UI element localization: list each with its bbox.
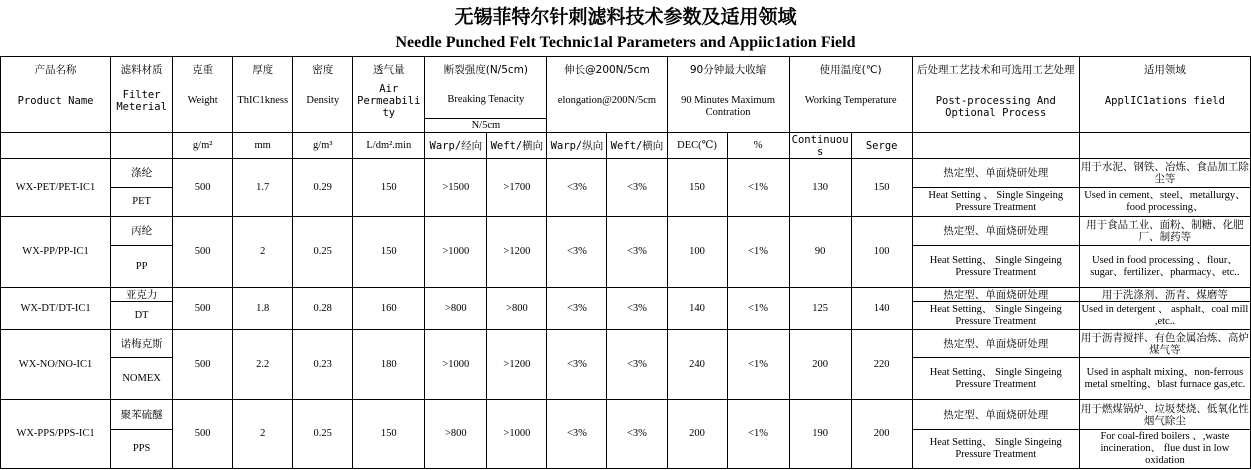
- material-cn: 涤纶: [111, 159, 173, 188]
- density-value: 0.29: [293, 159, 353, 217]
- density-value: 0.28: [293, 288, 353, 330]
- weight-value: 500: [173, 159, 233, 217]
- header-app-en: ApplIC1ations field: [1079, 83, 1250, 119]
- header-shrink-dec: DEC(℃): [667, 133, 727, 159]
- header-break-en: Breaking Tenacity: [425, 83, 547, 119]
- post-en: Heat Setting、 Single Singeing Pressure Treatment: [912, 302, 1079, 330]
- app-en: Used in food processing 、flour、sugar、fertilizer、pharmacy、etc..: [1079, 246, 1250, 288]
- air-value: 150: [353, 217, 425, 288]
- material-cn: 亚克力: [111, 288, 173, 302]
- units-material-blank: [111, 133, 173, 159]
- shrink-pct-value: <1%: [727, 217, 789, 288]
- shrink-pct-value: <1%: [727, 159, 789, 217]
- units-app-blank: [1079, 133, 1250, 159]
- post-cn: 热定型、单面烧研处理: [912, 330, 1079, 358]
- header-density-cn: 密度: [293, 57, 353, 83]
- break-warp-value: >1000: [425, 330, 487, 400]
- post-cn: 热定型、单面烧研处理: [912, 288, 1079, 302]
- break-warp-value: >1500: [425, 159, 487, 217]
- air-value: 180: [353, 330, 425, 400]
- shrink-pct-value: <1%: [727, 400, 789, 469]
- header-temp-surge: Serge: [851, 133, 912, 159]
- break-weft-value: >1200: [487, 330, 547, 400]
- header-density-en: Density: [293, 83, 353, 119]
- material-en: PET: [111, 188, 173, 217]
- elong-weft-value: <3%: [607, 400, 667, 469]
- material-en: NOMEX: [111, 358, 173, 400]
- thickness-value: 2: [233, 217, 293, 288]
- post-en: Heat Setting 、 Single Singeing Pressure Treatment: [912, 188, 1079, 217]
- post-cn: 热定型、单面烧研处理: [912, 400, 1079, 430]
- header-material-cn: 滤料材质: [111, 57, 173, 83]
- table-row: [1, 217, 1251, 246]
- thickness-value: 2: [233, 400, 293, 469]
- temp-cont-value: 125: [789, 288, 851, 330]
- weight-value: 500: [173, 217, 233, 288]
- header-shrink-pct: %: [727, 133, 789, 159]
- shrink-pct-value: <1%: [727, 288, 789, 330]
- header-app-cn: 适用领域: [1079, 57, 1250, 83]
- header-temp-blank: [789, 119, 912, 133]
- table-row: [1, 288, 1251, 302]
- header-elong-warp: Warp/纵向: [547, 133, 607, 159]
- header-thickness-blank: [233, 119, 293, 133]
- table-row: [1, 400, 1251, 430]
- shrink-dec-value: 140: [667, 288, 727, 330]
- units-product-blank: [1, 133, 111, 159]
- post-en: Heat Setting、 Single Singeing Pressure Treatment: [912, 246, 1079, 288]
- thickness-value: 2.2: [233, 330, 293, 400]
- header-product-blank: [1, 119, 111, 133]
- break-warp-value: >800: [425, 288, 487, 330]
- header-temp-en: Working Temperature: [789, 83, 912, 119]
- break-weft-value: >1700: [487, 159, 547, 217]
- header-shrink-en: 90 Minutes Maximum Contration: [667, 83, 789, 133]
- header-elong-en: elongation@200N/5cm: [547, 83, 667, 119]
- shrink-dec-value: 200: [667, 400, 727, 469]
- header-thickness-en: ThIC1kness: [233, 83, 293, 119]
- temp-cont-value: 130: [789, 159, 851, 217]
- post-cn: 热定型、单面烧研处理: [912, 217, 1079, 246]
- header-thickness-unit: mm: [233, 133, 293, 159]
- header-app-blank: [1079, 119, 1250, 133]
- weight-value: 500: [173, 288, 233, 330]
- air-value: 160: [353, 288, 425, 330]
- product-name: WX-PP/PP-IC1: [1, 217, 111, 288]
- break-warp-value: >800: [425, 400, 487, 469]
- material-cn: 聚苯硫醚: [111, 400, 173, 430]
- header-row-en: [1, 83, 1251, 119]
- elong-weft-value: <3%: [607, 159, 667, 217]
- header-row-units: [1, 133, 1251, 159]
- header-break-weft: Weft/横向: [487, 133, 547, 159]
- header-air-en: Air Permeability: [353, 83, 425, 119]
- post-en: Heat Setting、 Single Singeing Pressure Treatment: [912, 358, 1079, 400]
- app-en: Used in cement、steel、metallurgy、food processing、: [1079, 188, 1250, 217]
- elong-weft-value: <3%: [607, 217, 667, 288]
- air-value: 150: [353, 159, 425, 217]
- elong-warp-value: <3%: [547, 288, 607, 330]
- app-cn: 用于食品工业、面粉、制糖、化肥厂、制药等: [1079, 217, 1250, 246]
- thickness-value: 1.8: [233, 288, 293, 330]
- material-cn: 诺梅克斯: [111, 330, 173, 358]
- shrink-dec-value: 100: [667, 217, 727, 288]
- temp-cont-value: 190: [789, 400, 851, 469]
- thickness-value: 1.7: [233, 159, 293, 217]
- table-row: [1, 330, 1251, 358]
- density-value: 0.23: [293, 330, 353, 400]
- header-weight-unit: g/m²: [173, 133, 233, 159]
- title-english: Needle Punched Felt Technic1al Parameters and Appiic1ation Field: [395, 34, 856, 51]
- elong-warp-value: <3%: [547, 330, 607, 400]
- header-product-cn: 产品名称: [1, 57, 111, 83]
- temp-surge-value: 140: [851, 288, 912, 330]
- app-en: For coal-fired boilers 、,waste incineration、 flue dust in low oxidation: [1079, 430, 1250, 469]
- header-break-unit: N/5cm: [425, 119, 547, 133]
- header-air-cn: 透气量: [353, 57, 425, 83]
- product-name: WX-PET/PET-IC1: [1, 159, 111, 217]
- post-cn: 热定型、单面烧研处理: [912, 159, 1079, 188]
- units-post-blank: [912, 133, 1079, 159]
- header-temp-cn: 使用温度(℃): [789, 57, 912, 83]
- break-weft-value: >800: [487, 288, 547, 330]
- material-en: PPS: [111, 430, 173, 469]
- weight-value: 500: [173, 400, 233, 469]
- product-name: WX-NO/NO-IC1: [1, 330, 111, 400]
- header-density-unit: g/m³: [293, 133, 353, 159]
- temp-cont-value: 200: [789, 330, 851, 400]
- header-weight-blank: [173, 119, 233, 133]
- material-cn: 丙纶: [111, 217, 173, 246]
- break-weft-value: >1200: [487, 217, 547, 288]
- header-product-en: Product Name: [1, 83, 111, 119]
- header-thickness-cn: 厚度: [233, 57, 293, 83]
- app-en: Used in detergent 、 asphalt、coal mill ,etc..: [1079, 302, 1250, 330]
- shrink-dec-value: 150: [667, 159, 727, 217]
- temp-surge-value: 220: [851, 330, 912, 400]
- temp-cont-value: 90: [789, 217, 851, 288]
- elong-weft-value: <3%: [607, 288, 667, 330]
- title-chinese: 无锡菲特尔针刺滤料技术参数及适用领域: [454, 6, 797, 28]
- header-post-en: Post-processing And Optional Process: [912, 83, 1079, 133]
- app-cn: 用于沥青搅拌、有色金属冶炼、高炉煤气等: [1080, 331, 1249, 356]
- shrink-pct-value: <1%: [727, 330, 789, 400]
- air-value: 150: [353, 400, 425, 469]
- parameters-table: [0, 56, 1251, 469]
- elong-warp-value: <3%: [547, 400, 607, 469]
- weight-value: 500: [173, 330, 233, 400]
- header-density-blank: [293, 119, 353, 133]
- header-elong-blank: [547, 119, 667, 133]
- product-name: WX-DT/DT-IC1: [1, 288, 111, 330]
- header-shrink-cn: 90分钟最大收缩: [667, 57, 789, 83]
- shrink-dec-value: 240: [667, 330, 727, 400]
- header-elong-weft: Weft/横向: [607, 133, 667, 159]
- app-cn: 用于水泥、钢铁、冶炼、食品加工除尘等: [1079, 159, 1250, 188]
- header-break-warp: Warp/经向: [425, 133, 487, 159]
- break-weft-value: >1000: [487, 400, 547, 469]
- material-en: DT: [111, 302, 173, 330]
- temp-surge-value: 200: [851, 400, 912, 469]
- elong-weft-value: <3%: [607, 330, 667, 400]
- density-value: 0.25: [293, 217, 353, 288]
- product-name: WX-PPS/PPS-IC1: [1, 400, 111, 469]
- app-cn: 用于燃煤锅炉、垃圾焚烧、低氧化性烟气除尘: [1079, 400, 1250, 430]
- header-temp-cont: Continuous: [789, 133, 851, 159]
- density-value: 0.25: [293, 400, 353, 469]
- temp-surge-value: 150: [851, 159, 912, 217]
- break-warp-value: >1000: [425, 217, 487, 288]
- table-row: [1, 159, 1251, 188]
- material-en: PP: [111, 246, 173, 288]
- header-break-cn: 断裂强度(N/5cm): [425, 57, 547, 83]
- post-en: Heat Setting、 Single Singeing Pressure Treatment: [912, 430, 1079, 469]
- header-weight-cn: 克重: [173, 57, 233, 83]
- header-material-en: Filter Meterial: [111, 83, 173, 119]
- header-row-cn: [1, 57, 1251, 83]
- header-weight-en: Weight: [173, 83, 233, 119]
- elong-warp-value: <3%: [547, 159, 607, 217]
- header-air-blank: [353, 119, 425, 133]
- temp-surge-value: 100: [851, 217, 912, 288]
- app-en: Used in asphalt mixing、non-ferrous metal smelting、blast furnace gas,etc.: [1079, 358, 1250, 400]
- header-material-blank: [111, 119, 173, 133]
- header-air-unit: L/dm².min: [353, 133, 425, 159]
- elong-warp-value: <3%: [547, 217, 607, 288]
- header-post-cn: 后处理工艺技术和可选用工艺处理: [912, 57, 1079, 83]
- app-cn: 用于洗涤剂、沥青、煤磨等: [1079, 288, 1250, 302]
- header-elong-cn: 伸长@200N/5cm: [547, 57, 667, 83]
